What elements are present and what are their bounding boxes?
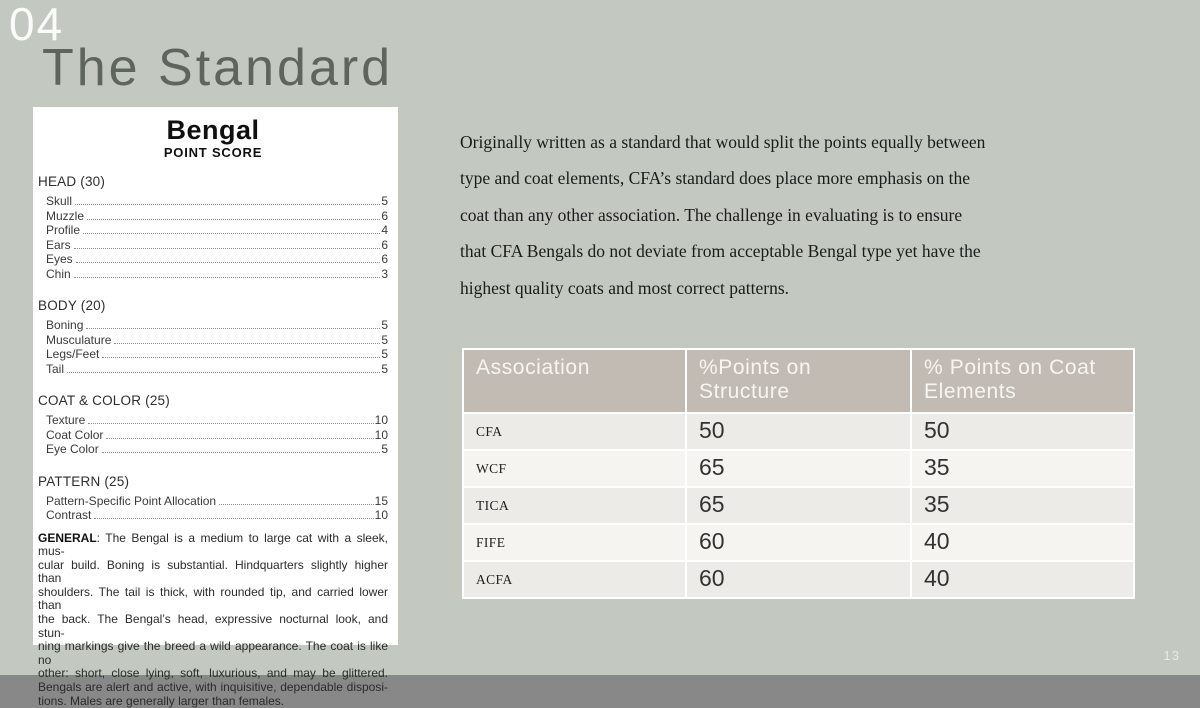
paragraph-line: Originally written as a standard that would split the points equally between (460, 124, 1080, 160)
page-number: 13 (1164, 648, 1180, 663)
association-cell: FIFE (464, 525, 685, 560)
dotted-leader (114, 343, 380, 344)
point-item-value: 5 (381, 333, 388, 348)
point-item (38, 428, 388, 443)
point-item (38, 413, 388, 428)
point-item-label: Profile (46, 223, 80, 238)
column-header-structure: %Points on Structure (687, 350, 910, 412)
coat-cell: 40 (912, 525, 1133, 560)
table-row (464, 562, 1133, 597)
section-heading: COAT & COLOR (25) (38, 393, 388, 409)
point-item-label: Eyes (46, 252, 73, 267)
point-section-pattern (38, 474, 388, 523)
point-item-value: 6 (381, 209, 388, 224)
point-item-label: Ears (46, 238, 71, 253)
paragraph-line: type and coat elements, CFA’s standard does place more emphasis on the (460, 160, 1080, 196)
association-cell: TICA (464, 488, 685, 523)
coat-cell: 35 (912, 488, 1133, 523)
table-row (464, 525, 1133, 560)
body-paragraph (460, 124, 1080, 306)
point-item (38, 252, 388, 267)
point-score-card (33, 107, 398, 645)
structure-cell: 60 (687, 562, 910, 597)
point-item-label: Tail (46, 362, 64, 377)
dotted-leader (87, 219, 380, 220)
section-heading: HEAD (30) (38, 174, 388, 190)
point-item-label: Eye Color (46, 442, 99, 457)
table-row (464, 451, 1133, 486)
general-line: other: short, close lying, soft, luxurious, and may be glittered. (38, 667, 388, 681)
dotted-leader (83, 233, 380, 234)
point-item-label: Musculature (46, 333, 111, 348)
coat-cell: 50 (912, 414, 1133, 449)
structure-cell: 65 (687, 451, 910, 486)
structure-cell: 50 (687, 414, 910, 449)
point-item-value: 5 (381, 362, 388, 377)
paragraph-line: that CFA Bengals do not deviate from acceptable Bengal type yet have the (460, 233, 1080, 269)
point-item-label: Contrast (46, 508, 91, 523)
general-line: shoulders. The tail is thick, with rounded tip, and carried lower than (38, 586, 388, 613)
point-item (38, 194, 388, 209)
dotted-leader (86, 328, 380, 329)
coat-cell: 35 (912, 451, 1133, 486)
point-item-value: 6 (381, 252, 388, 267)
general-paragraph (38, 532, 388, 708)
point-item (38, 494, 388, 509)
point-item-value: 5 (381, 194, 388, 209)
general-line: the back. The Bengal’s head, expressive nocturnal look, and stun- (38, 613, 388, 640)
general-line: tions. Males are generally larger than females. (38, 695, 388, 708)
association-cell: WCF (464, 451, 685, 486)
point-section-coat-color (38, 393, 388, 457)
point-item (38, 347, 388, 362)
point-item-label: Chin (46, 267, 71, 282)
card-subtitle: POINT SCORE (38, 145, 388, 160)
point-item (38, 442, 388, 457)
point-item-label: Pattern-Specific Point Allocation (46, 494, 216, 509)
section-heading: BODY (20) (38, 298, 388, 314)
point-item-label: Coat Color (46, 428, 103, 443)
general-line: cular build. Boning is substantial. Hindquarters slightly higher than (38, 559, 388, 586)
point-item (38, 267, 388, 282)
point-item (38, 238, 388, 253)
dotted-leader (76, 262, 381, 263)
table-row (464, 414, 1133, 449)
dotted-leader (219, 504, 374, 505)
point-item-label: Boning (46, 318, 83, 333)
point-item-value: 5 (381, 442, 388, 457)
point-item-value: 5 (381, 347, 388, 362)
dotted-leader (67, 372, 380, 373)
point-item (38, 508, 388, 523)
dotted-leader (75, 204, 380, 205)
point-item (38, 318, 388, 333)
structure-cell: 65 (687, 488, 910, 523)
paragraph-line: coat than any other association. The challenge in evaluating is to ensure (460, 197, 1080, 233)
point-item-value: 15 (375, 494, 388, 509)
point-item-label: Skull (46, 194, 72, 209)
point-item (38, 223, 388, 238)
card-title: Bengal (38, 116, 388, 145)
point-item-value: 4 (381, 223, 388, 238)
point-item (38, 333, 388, 348)
dotted-leader (74, 277, 381, 278)
point-item-value: 6 (381, 238, 388, 253)
point-section-head (38, 174, 388, 281)
association-cell: ACFA (464, 562, 685, 597)
general-line: Bengals are alert and active, with inquisitive, dependable disposi- (38, 681, 388, 695)
association-cell: CFA (464, 414, 685, 449)
column-header-coat: % Points on Coat Elements (912, 350, 1133, 412)
point-item-label: Legs/Feet (46, 347, 99, 362)
slide-number: 04 (9, 0, 64, 48)
dotted-leader (74, 248, 381, 249)
general-label: GENERAL (38, 531, 97, 545)
point-item-value: 5 (381, 318, 388, 333)
points-table (462, 348, 1135, 599)
dotted-leader (102, 452, 381, 453)
dotted-leader (94, 518, 373, 519)
page-title: The Standard (42, 40, 393, 96)
dotted-leader (102, 357, 380, 358)
structure-cell: 60 (687, 525, 910, 560)
point-item-value: 3 (381, 267, 388, 282)
table-header-row (464, 350, 1133, 412)
section-heading: PATTERN (25) (38, 474, 388, 490)
table-row (464, 488, 1133, 523)
coat-cell: 40 (912, 562, 1133, 597)
point-item-label: Texture (46, 413, 85, 428)
column-header-association: Association (464, 350, 685, 412)
point-item-value: 10 (375, 508, 388, 523)
point-item-value: 10 (375, 413, 388, 428)
point-item (38, 362, 388, 377)
point-item (38, 209, 388, 224)
point-section-body (38, 298, 388, 376)
general-line: GENERAL: The Bengal is a medium to large cat with a sleek, mus- (38, 532, 388, 559)
general-line: ning markings give the breed a wild appearance. The coat is like no (38, 640, 388, 667)
paragraph-line: highest quality coats and most correct patterns. (460, 270, 1080, 306)
point-item-label: Muzzle (46, 209, 84, 224)
dotted-leader (106, 438, 373, 439)
dotted-leader (88, 423, 373, 424)
point-item-value: 10 (375, 428, 388, 443)
